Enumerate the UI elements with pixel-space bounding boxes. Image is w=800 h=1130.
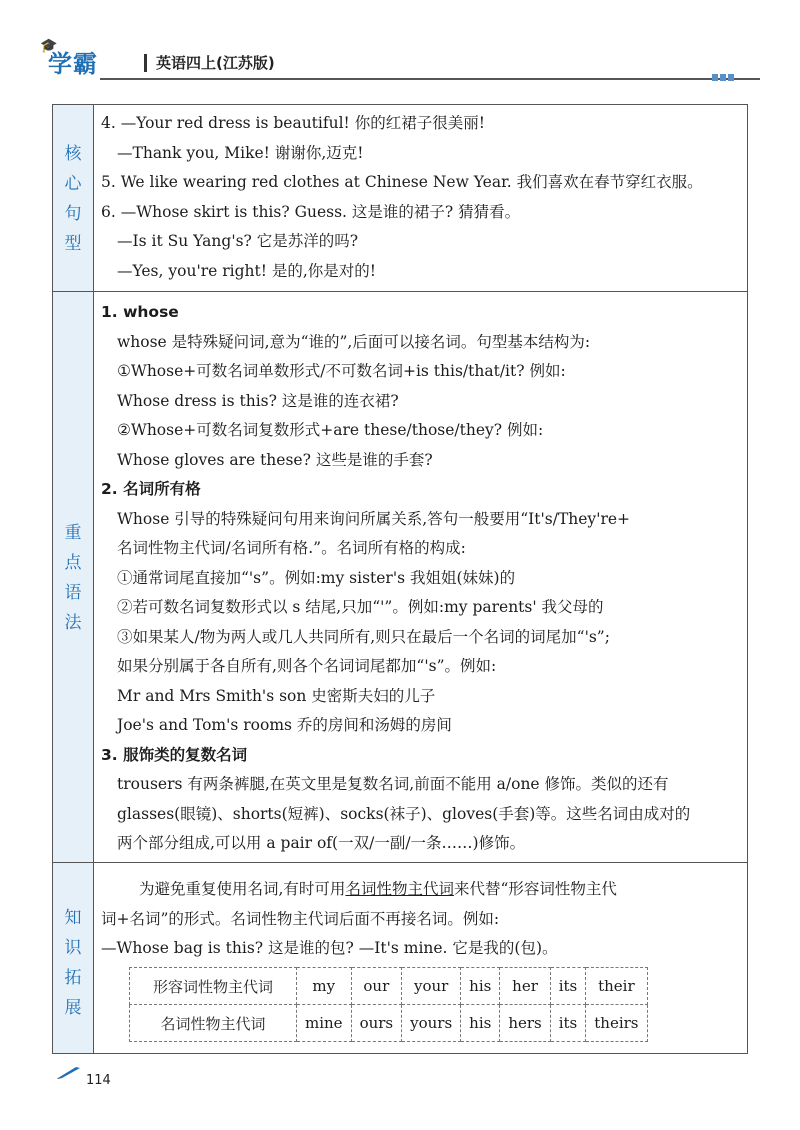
- paragraph-line: Whose dress is this? 这是谁的连衣裙?: [117, 391, 399, 410]
- sentence: —Yes, you're right! 是的,你是对的!: [117, 261, 377, 280]
- table-row: [130, 968, 648, 1005]
- label-char: 型: [64, 234, 82, 254]
- table-cell: my: [297, 968, 352, 1005]
- intro-text: 为避免重复使用名词,有时可用: [139, 880, 346, 898]
- table-cell: hers: [500, 1005, 550, 1042]
- header-rule: [100, 78, 760, 80]
- table-cell: its: [550, 1005, 586, 1042]
- page-number: 114: [86, 1073, 111, 1088]
- label-char: 展: [64, 998, 82, 1018]
- label-char: 核: [64, 144, 82, 164]
- table-row: [130, 1005, 648, 1042]
- graduation-cap-icon: 🎓: [40, 38, 58, 54]
- label-char: 心: [64, 174, 82, 194]
- paragraph-line: glasses(眼镜)、shorts(短裤)、socks(袜子)、gloves(手套)等。这些名词由成对的: [117, 804, 691, 823]
- paragraph-line: Whose gloves are these? 这些是谁的手套?: [117, 450, 433, 469]
- paragraph-line: ②若可数名词复数形式以 s 结尾,只加“'”。例如:my parents' 我父母的: [117, 598, 604, 616]
- section-key-grammar: [53, 292, 747, 863]
- label-char: 句: [64, 204, 82, 224]
- label-char: 语: [64, 583, 82, 603]
- table-cell: their: [586, 968, 647, 1005]
- grammar-heading-3: 3. 服饰类的复数名词: [101, 745, 248, 764]
- label-char: 知: [64, 908, 82, 928]
- paragraph-line: ①Whose+可数名词单数形式/不可数名词+is this/that/it? 例如:: [117, 362, 566, 380]
- table-cell: ours: [351, 1005, 402, 1042]
- table-cell-head: 名词性物主代词: [130, 1005, 297, 1042]
- section-knowledge-extension: [53, 863, 747, 1053]
- label-char: 重: [64, 523, 82, 543]
- sentence: —Is it Su Yang's? 它是苏洋的吗?: [117, 232, 359, 250]
- paragraph-line: Joe's and Tom's rooms 乔的房间和汤姆的房间: [117, 716, 452, 734]
- grammar-heading-2: 2. 名词所有格: [101, 480, 201, 498]
- content-table: [52, 104, 748, 1054]
- section-label-grammar: [53, 292, 94, 862]
- extension-example: —Whose bag is this? 这是谁的包? —It's mine. 它是我的(包)。: [101, 939, 558, 957]
- sentence: —Thank you, Mike! 谢谢你,迈克!: [117, 143, 364, 162]
- section-core-sentences: [53, 105, 747, 292]
- paragraph-line: ③如果某人/物为两人或几人共同所有,则只在最后一个名词的词尾加“'s”;: [117, 627, 610, 646]
- intro-underlined: 名词性物主代词: [345, 880, 454, 898]
- grammar-heading-1: 1. whose: [101, 303, 179, 321]
- sentence: 5. We like wearing red clothes at Chinese New Year. 我们喜欢在春节穿红衣服。: [101, 173, 703, 191]
- paragraph-line: whose 是特殊疑问词,意为“谁的”,后面可以接名词。句型基本结构为:: [117, 332, 591, 351]
- paragraph-line: Mr and Mrs Smith's son 史密斯夫妇的儿子: [117, 686, 436, 705]
- pencil-icon: [56, 1066, 82, 1080]
- table-cell: her: [500, 968, 550, 1005]
- table-cell-head: 形容词性物主代词: [130, 968, 297, 1005]
- table-cell: yours: [402, 1005, 461, 1042]
- extension-intro: [101, 875, 739, 905]
- label-char: 拓: [64, 968, 82, 988]
- paragraph-line: ②Whose+可数名词复数形式+are these/those/they? 例如:: [117, 421, 544, 439]
- label-char: 点: [64, 553, 82, 573]
- section-label-core: [53, 105, 94, 291]
- extension-content: [101, 875, 739, 964]
- paragraph-line: 两个部分组成,可以用 a pair of(一双/一副/一条……)修饰。: [117, 834, 526, 852]
- paragraph-line: Whose 引导的特殊疑问句用来询问所属关系,答句一般要用“It's/They're+: [117, 509, 631, 528]
- extension-intro-2: 词+名词”的形式。名词性物主代词后面不再接名词。例如:: [101, 909, 500, 928]
- pronoun-table: [129, 967, 648, 1042]
- page-header: [40, 38, 760, 88]
- brand-logo: 学霸: [48, 50, 98, 78]
- paragraph-line: 如果分别属于各自所有,则各个名词词尾都加“'s”。例如:: [117, 657, 497, 675]
- book-title: 英语四上(江苏版): [156, 54, 275, 72]
- table-cell: theirs: [586, 1005, 647, 1042]
- paragraph-line: ①通常词尾直接加“'s”。例如:my sister's 我姐姐(妹妹)的: [117, 568, 516, 587]
- table-cell: mine: [297, 1005, 352, 1042]
- core-sentences-content: [101, 109, 739, 286]
- paragraph-line: 名词性物主代词/名词所有格.”。名词所有格的构成:: [117, 539, 466, 557]
- intro-text: 来代替“形容词性物主代: [453, 880, 617, 898]
- table-cell: our: [351, 968, 402, 1005]
- sentence: 4. —Your red dress is beautiful! 你的红裙子很美丽!: [101, 114, 485, 132]
- table-cell: its: [550, 968, 586, 1005]
- header-decoration: [710, 66, 734, 85]
- sentence: 6. —Whose skirt is this? Guess. 这是谁的裙子? 猜猜看。: [101, 202, 521, 221]
- section-label-extension: [53, 863, 94, 1053]
- label-char: 法: [64, 613, 82, 633]
- header-separator: [144, 54, 147, 72]
- grammar-content: [101, 298, 739, 859]
- paragraph-line: trousers 有两条裤腿,在英文里是复数名词,前面不能用 a/one 修饰。类似的还有: [117, 775, 669, 793]
- table-cell: your: [402, 968, 461, 1005]
- label-char: 识: [64, 938, 82, 958]
- table-cell: his: [461, 1005, 500, 1042]
- table-cell: his: [461, 968, 500, 1005]
